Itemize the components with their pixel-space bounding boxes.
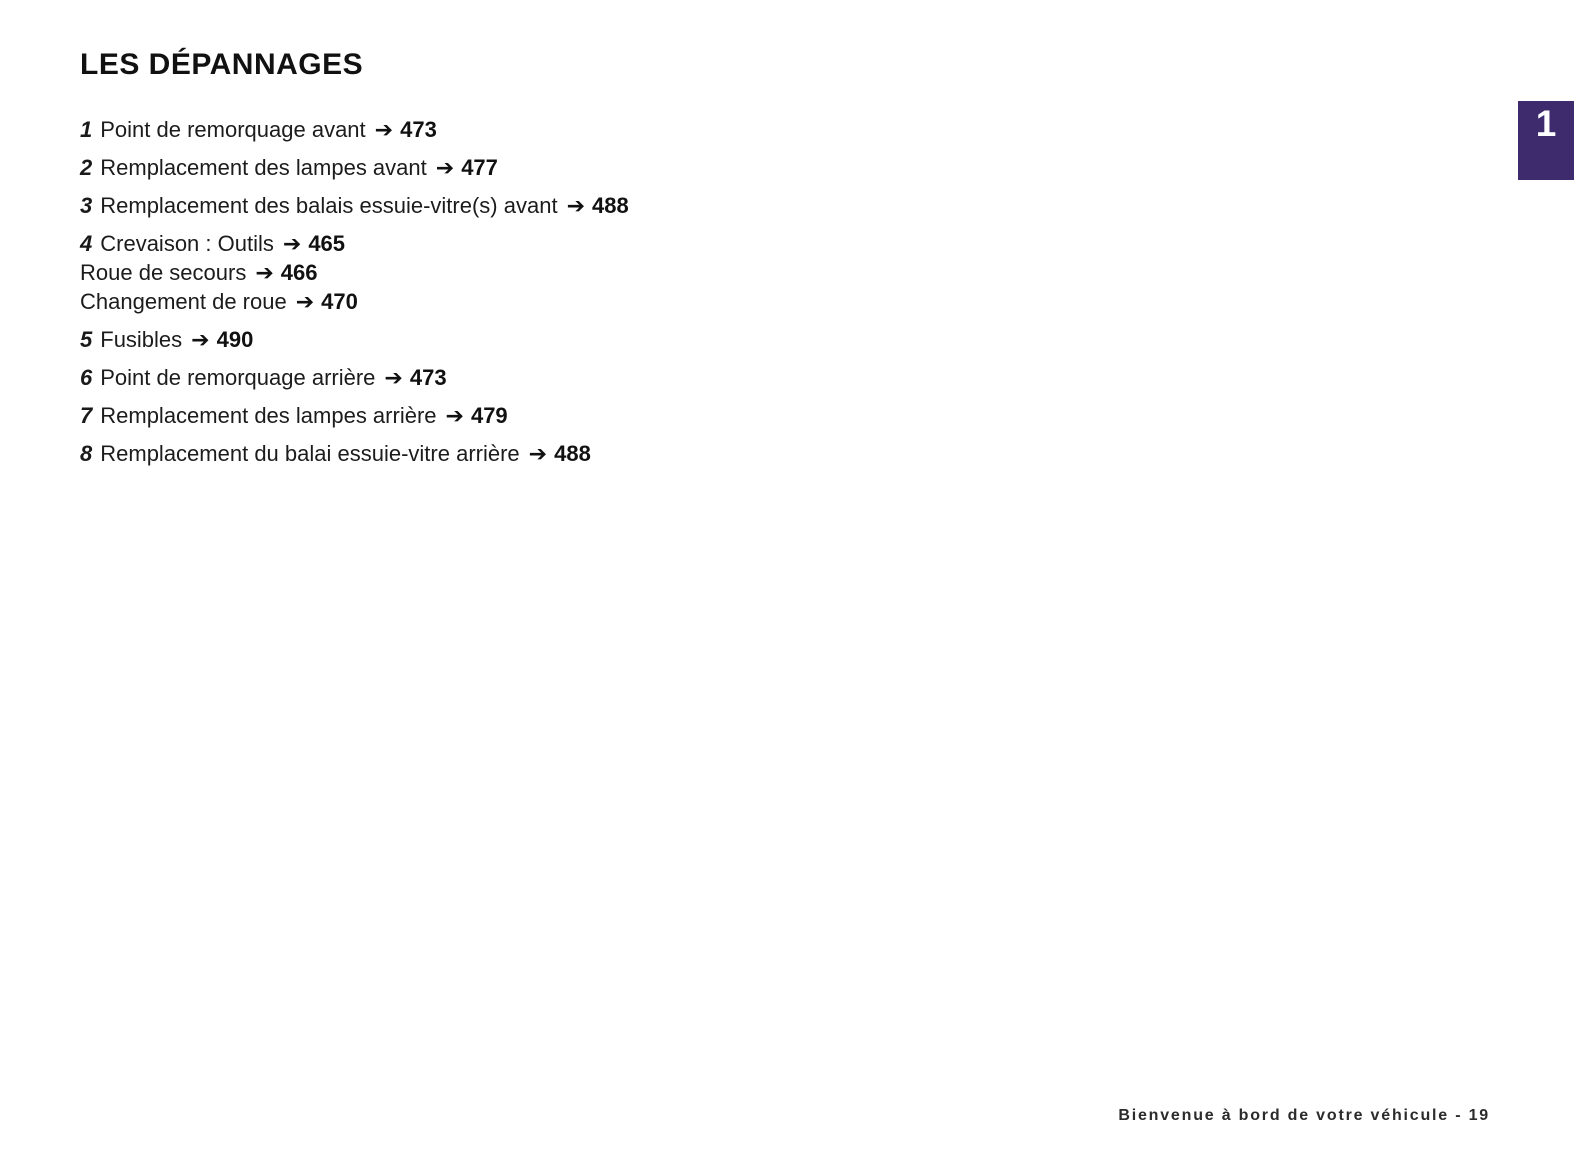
arrow-right-icon: ➔ bbox=[374, 117, 394, 142]
arrow-right-icon: ➔ bbox=[295, 289, 315, 314]
item-number: 3 bbox=[80, 193, 93, 218]
item-page-number: 477 bbox=[461, 155, 498, 180]
item-label: Remplacement des lampes avant bbox=[100, 155, 427, 180]
item-number: 5 bbox=[80, 327, 93, 352]
item-page-number: 488 bbox=[592, 193, 629, 218]
toc-row bbox=[80, 363, 1380, 392]
item-label: Point de remorquage arrière bbox=[100, 365, 376, 390]
arrow-right-icon: ➔ bbox=[282, 231, 302, 256]
toc-row bbox=[80, 287, 1380, 316]
toc-row bbox=[80, 258, 1380, 287]
toc-row bbox=[80, 401, 1380, 430]
item-label: Crevaison : Outils bbox=[100, 231, 274, 256]
page-content bbox=[80, 48, 1380, 468]
arrow-right-icon: ➔ bbox=[445, 403, 464, 428]
arrow-right-icon: ➔ bbox=[255, 260, 274, 285]
toc-row bbox=[80, 325, 1380, 354]
toc-row bbox=[80, 153, 1380, 182]
item-label: Fusibles bbox=[100, 327, 183, 352]
toc-row bbox=[80, 439, 1380, 468]
item-page-number: 470 bbox=[321, 289, 358, 314]
item-page-number: 466 bbox=[280, 260, 318, 285]
item-number: 7 bbox=[80, 403, 93, 428]
item-label: Remplacement des balais essuie-vitre(s) avant bbox=[100, 193, 558, 218]
item-number: 6 bbox=[80, 365, 93, 390]
page-footer: Bienvenue à bord de votre véhicule - 19 bbox=[1118, 1107, 1490, 1124]
item-label: Point de remorquage avant bbox=[100, 117, 366, 142]
item-number: 2 bbox=[80, 155, 93, 180]
item-page-number: 473 bbox=[409, 365, 447, 390]
item-label: Changement de roue bbox=[80, 289, 287, 314]
table-of-contents bbox=[80, 115, 1380, 468]
arrow-right-icon: ➔ bbox=[566, 193, 585, 218]
page-title: LES DÉPANNAGES bbox=[80, 48, 364, 81]
item-label: Remplacement des lampes arrière bbox=[100, 403, 437, 428]
toc-row bbox=[80, 191, 1380, 220]
item-number: 1 bbox=[80, 117, 93, 142]
toc-row bbox=[80, 229, 1380, 258]
arrow-right-icon: ➔ bbox=[528, 441, 548, 466]
arrow-right-icon: ➔ bbox=[435, 155, 455, 180]
item-page-number: 465 bbox=[308, 231, 346, 256]
chapter-tab bbox=[1518, 101, 1574, 180]
item-number: 8 bbox=[80, 441, 93, 466]
item-number: 4 bbox=[80, 231, 93, 256]
item-page-number: 488 bbox=[554, 441, 591, 466]
chapter-number: 1 bbox=[1535, 103, 1557, 144]
arrow-right-icon: ➔ bbox=[384, 365, 403, 390]
item-page-number: 473 bbox=[400, 117, 437, 142]
item-label: Remplacement du balai essuie-vitre arrière bbox=[100, 441, 520, 466]
arrow-right-icon: ➔ bbox=[191, 327, 210, 352]
item-label: Roue de secours bbox=[80, 260, 247, 285]
item-page-number: 490 bbox=[216, 327, 254, 352]
toc-row bbox=[80, 115, 1380, 144]
item-page-number: 479 bbox=[470, 403, 508, 428]
